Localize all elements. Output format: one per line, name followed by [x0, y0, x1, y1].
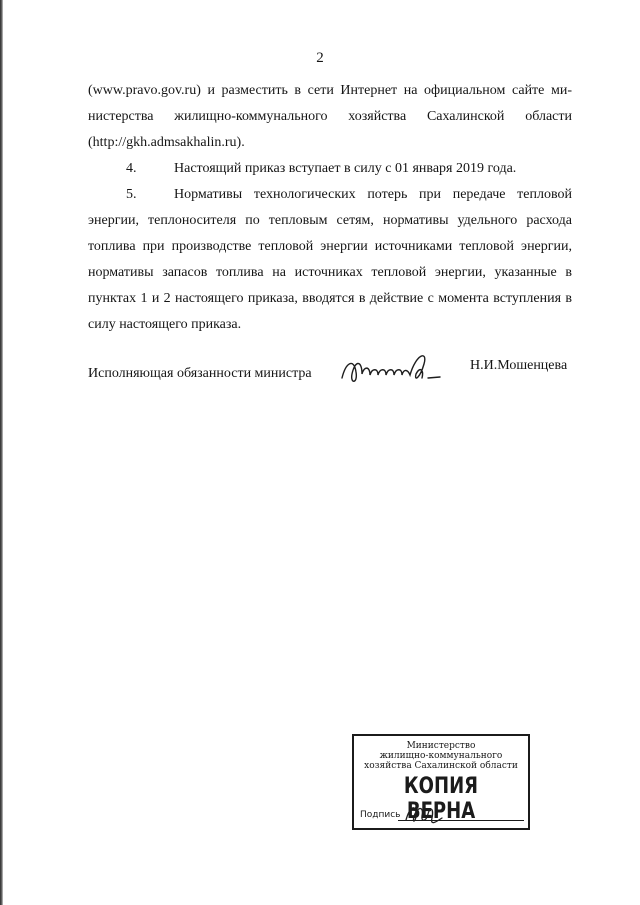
- item-number: 4.: [126, 161, 137, 176]
- item-text: Настоящий приказ вступает в силу с 01 января 2019 года.: [174, 161, 517, 176]
- paragraph-line: (http://gkh.admsakhalin.ru).: [88, 135, 245, 150]
- signatory-name: Н.И.Мошенцева: [470, 358, 568, 373]
- stamp-signature-label: Подпись: [360, 810, 401, 820]
- signatory-title: Исполняющая обязанности министра: [88, 366, 312, 381]
- stamp-signature: [402, 800, 452, 828]
- document-body: [88, 78, 572, 338]
- stamp-org-line: Министерство: [406, 741, 476, 751]
- scan-edge: [0, 0, 3, 905]
- list-item-4: [88, 156, 572, 182]
- stamp-org-line: жилищно-коммунального: [379, 751, 503, 761]
- paragraph-line: нистерства жилищно-коммунального хозяйства Сахалинской области: [88, 109, 572, 124]
- paragraph-line: (www.pravo.gov.ru) и разместить в сети Интернет на официальном сайте ми-: [88, 83, 572, 98]
- item-text: Нормативы технологических потерь при передаче тепловой энергии, теплоносителя по тепловым сетям, нормативы удельного расхода топлива при производстве тепловой энергии источниками тепловой энергии, нормативы запасов топлива на источниках тепловой энергии, указанные в пунктах 1 и 2 настоящего приказа, вводятся в действие с момента вступления в силу настоящего приказа.: [88, 187, 572, 332]
- item-number: 5.: [126, 187, 137, 202]
- stamp-org-line: хозяйства Сахалинской области: [364, 761, 518, 771]
- list-item-5: [88, 182, 572, 338]
- signature-block: [88, 358, 578, 398]
- certified-copy-stamp: [352, 734, 530, 830]
- handwritten-signature: [336, 348, 448, 392]
- page-number: 2: [316, 50, 324, 66]
- stamp-title: КОПИЯ ВЕРНА: [403, 774, 479, 824]
